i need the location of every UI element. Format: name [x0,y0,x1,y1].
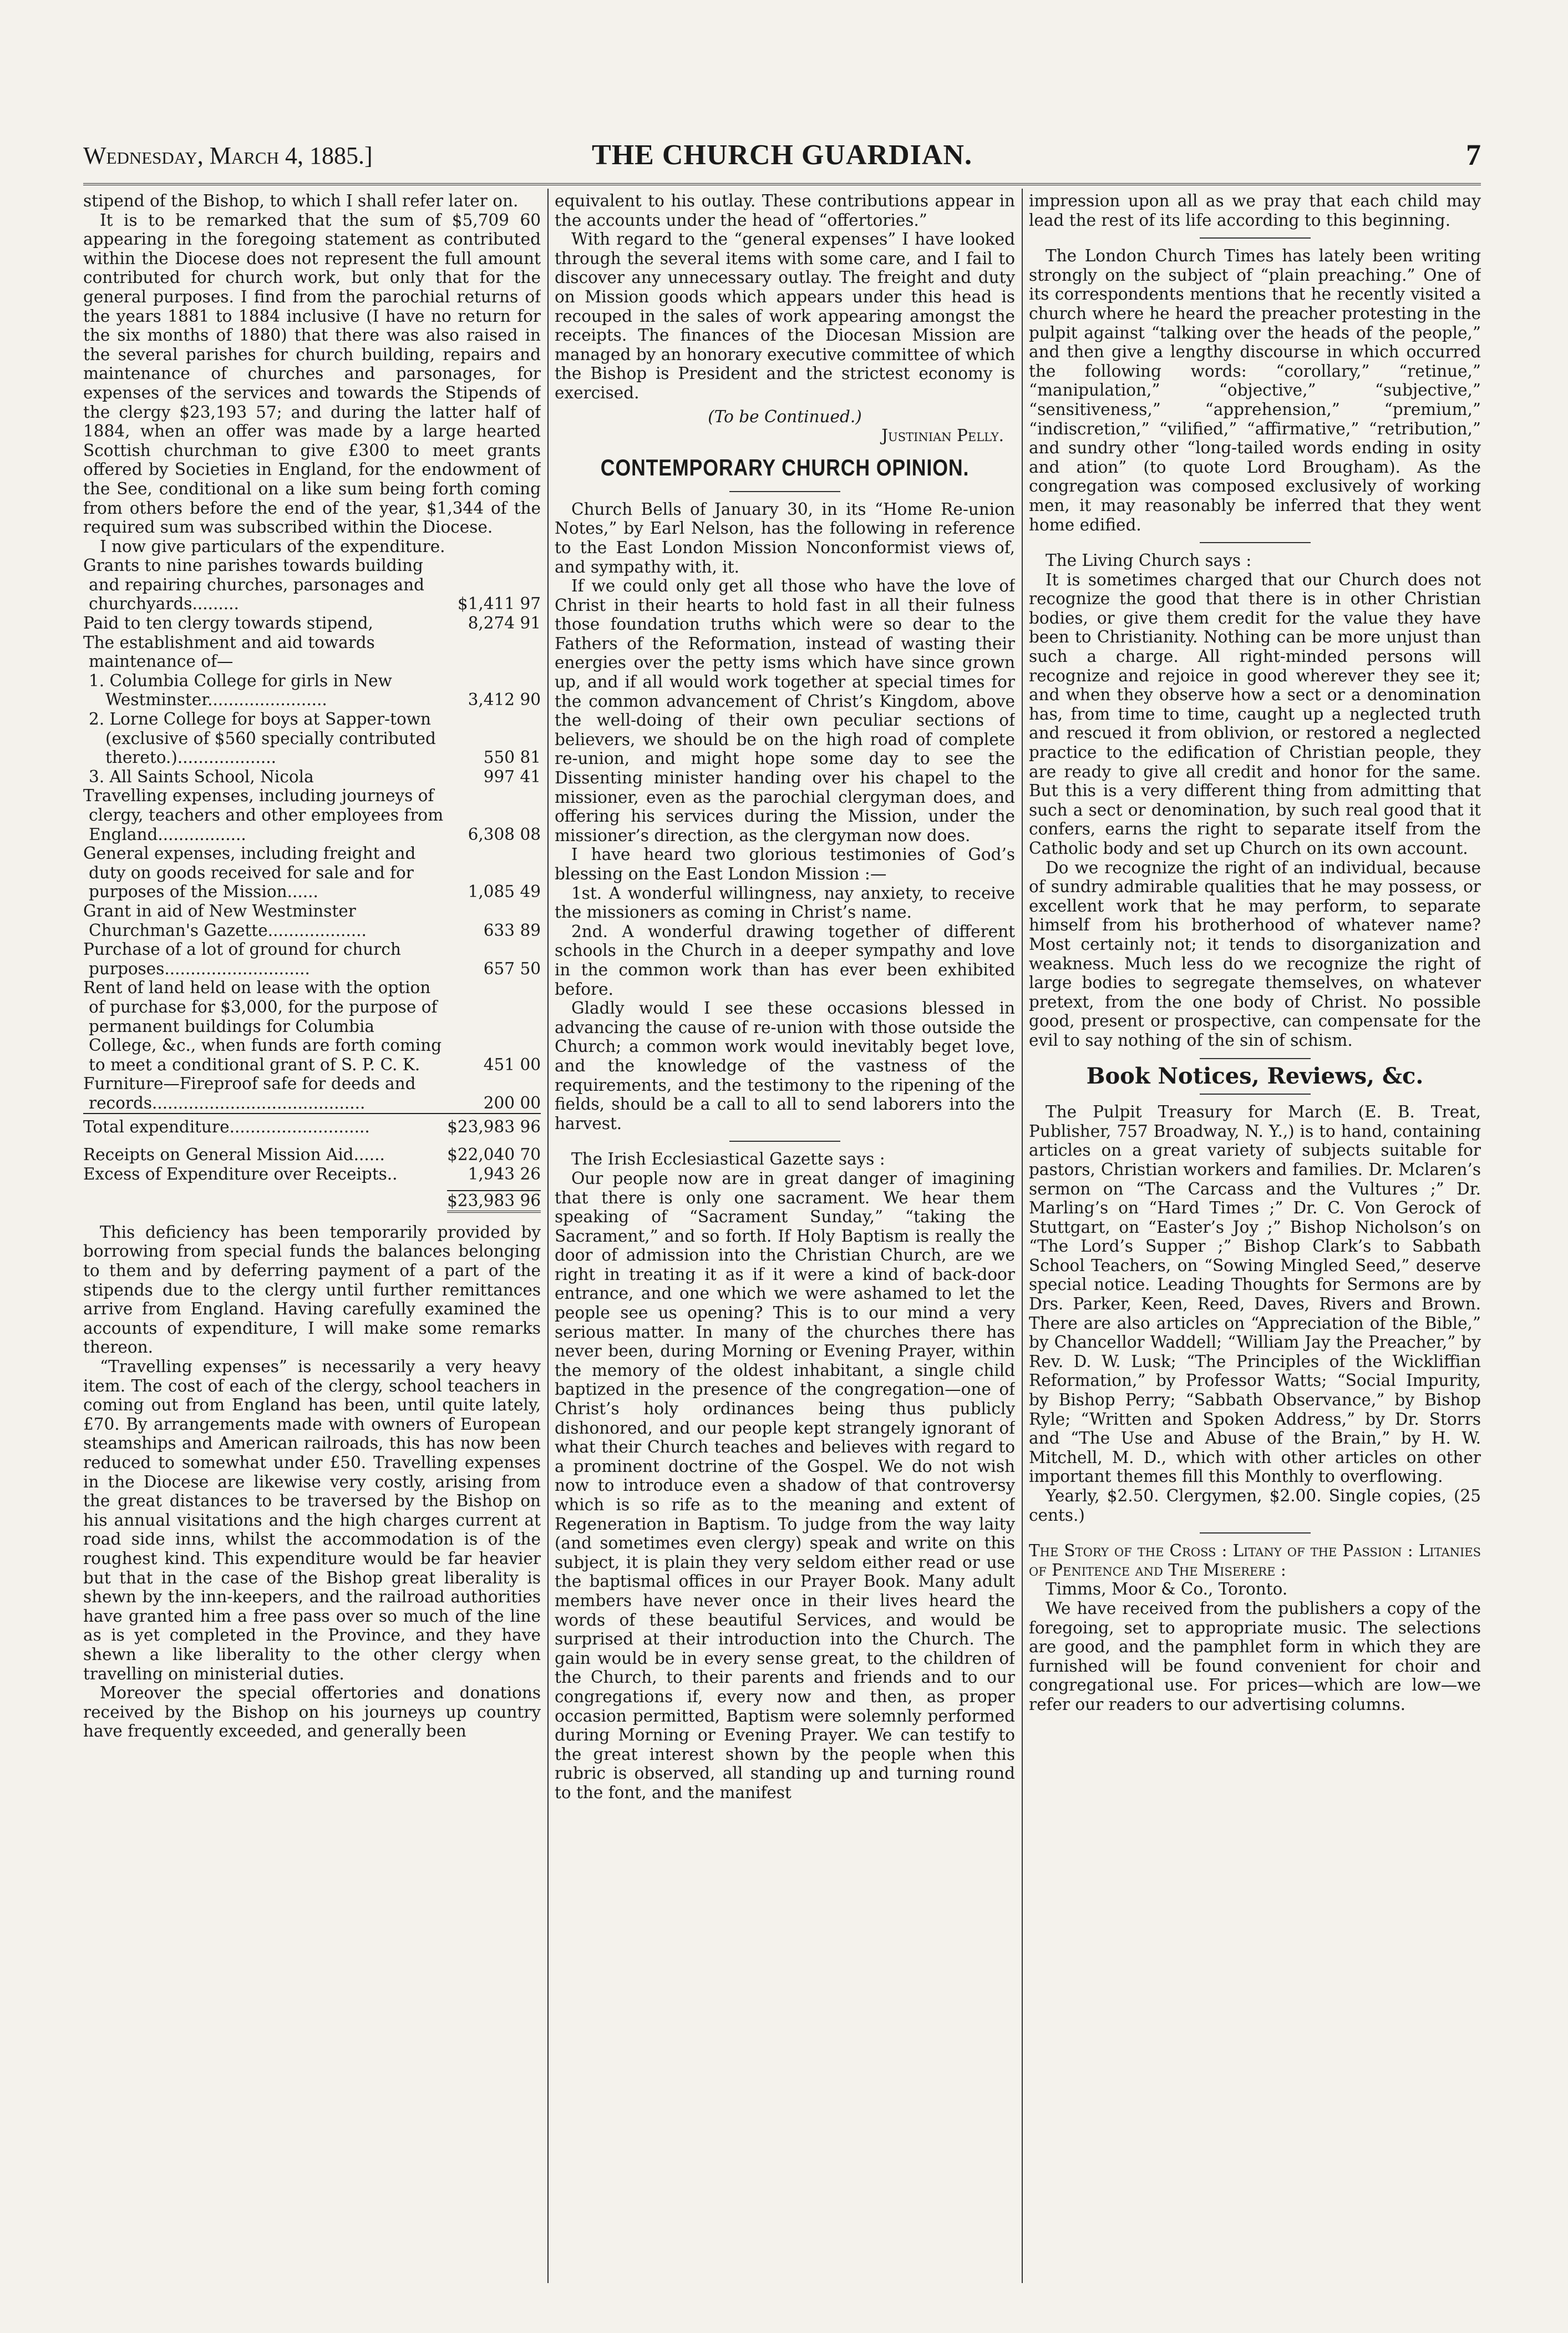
paragraph: 2nd. A wonderful drawing together of different schools in the Church in a deeper sympathy and love in the common work than has ever been exhibited before. [555,922,1015,999]
paragraph: We have received from the publishers a copy of the foregoing, set to appropriate music. The selections are good, and the pamphlet form in which they are furnished will be found convenient for choir and congregational use. For prices—which are low—we refer our readers to our advertising columns. [1029,1598,1481,1714]
author-signature: Justinian Pelly. [881,426,1004,446]
expenditure-label: 1. Columbia College for girls in New Westminster....................... [89,671,392,710]
expenditure-row [83,940,541,978]
expenditure-label: Purchase of a lot of ground for church purposes............................ [83,940,401,978]
expenditure-row [83,1074,541,1113]
expenditure-label: 2. Lorne College for boys at Sapper-town (exclusive of $560 specially contributed thereto.)................... [89,710,436,767]
masthead [83,139,1481,172]
paragraph: stipend of the Bishop, to which I shall refer later on. [83,191,519,210]
masthead-rule [83,183,1481,188]
grand-total-row [83,1191,541,1212]
section-rule [1200,237,1311,239]
section-rule [1200,1058,1311,1059]
paragraph: 1st. A wonderful willingness, nay anxiety, to receive the missioners as coming in Christ’s name. [555,883,1015,922]
expenditure-label: Grant in aid of New Westminster Churchman's Gazette................... [83,901,367,940]
section-rule [729,491,840,492]
expenditure-row [83,671,541,710]
grand-total-amount: $23,983 96 [447,1191,541,1212]
paragraph: Moreover the special offertories and donations received by the Bishop on his journeys up country have frequently exceeded, and generally been [83,1683,541,1741]
paragraph: Do we recognize the right of an individual, because of sundry admirable qualities that he may possess, or excellent work that he may perform, to separate himself from his brotherhood of whatever name? Most certainly not; it tends to disorganization and weakness. Much less do we recognize the right of large bodies to segregate themselves, on whatever pretext, from the one body of Christ. No possible good, present or prospective, can compensate for the evil to say nothing of the sin of schism. [1029,858,1481,1050]
section-rule [1200,1532,1311,1534]
paragraph: I have heard two glorious testimonies of God’s blessing on the East London Mission :— [555,845,1015,883]
expenditure-label: Grants to nine parishes towards building and repairing churches, parsonages and churchyards......... [83,556,424,614]
paragraph: With regard to the “general expenses” I have looked through the several items with some care, and I fail to discover any unnecessary outlay. The freight and duty on Mission goods which appears under this head is recouped in the sales of work appearing amongst the receipts. The finances of the Diocesan Mission are managed by an honorary executive committee of which the Bishop is President and the strictest economy is exercised. [555,230,1015,402]
section-rule [1200,542,1311,543]
expenditure-row [83,844,541,902]
expenditure-amount: 451 00 [483,1055,541,1074]
expenditure-amount: 3,412 90 [468,690,541,710]
excess-amount: 1,943 26 [468,1164,541,1183]
expenditure-label: Rent of land held on lease with the option of purchase for $3,000, for the purpose of permanent buildings for Columbia College, &c., when funds are forth coming to meet a conditional grant of S. P. C. K. [83,978,442,1074]
expenditure-amount: 657 50 [483,959,541,978]
expenditure-row [83,710,541,767]
expenditure-row [83,786,541,844]
column-1 [83,191,541,2283]
expenditure-amount: 633 89 [483,920,541,940]
excess-row [83,1165,541,1184]
expenditure-table [83,556,541,1213]
total-label: Total expenditure........................... [83,1114,447,1137]
paragraph: The London Church Times has lately been writing strongly on the subject of “plain preaching.” One of its correspondents mentions that he recently visited a church where he heard the preacher protesting in the pulpit against “talking over the heads of the people,” and then give a lengthy discourse in which occurred the following words: “corollary,” “retinue,” “manipulation,” “objective,” “subjective,” “sensitiveness,” “apprehension,” “premium,” “indiscretion,” “vilified,” “affirmative,” “retribution,” and sundry other “long-tailed words ending in osity and ation” (to quote Lord Brougham). As the congregation was composed exclusively of working men, it may reasonably be inferred that they went home edified. [1029,246,1481,534]
receipts-label: Receipts on General Mission Aid...... [83,1145,385,1165]
expenditure-amount [447,633,541,671]
receipts-amount: $22,040 70 [447,1145,541,1165]
expenditure-label: Paid to ten clergy towards stipend, [83,614,373,633]
expenditure-row [83,614,541,633]
expenditure-row [83,767,541,787]
expenditure-row [83,978,541,1074]
continued-note: (To be Continued.) [708,407,862,426]
page-number: 7 [1466,138,1481,171]
expenditure-label: Furniture—Fireproof safe for deeds and records......................................... [83,1074,416,1112]
expenditure-amount: 6,308 08 [468,824,541,844]
paragraph: I now give particulars of the expenditure. [100,537,445,556]
paragraph: It is to be remarked that the sum of $5,709 60 appearing in the foregoing statement as contributed within the Diocese does not represent the full amount contributed for church work, but only that for the general purposes. I find from the parochial returns of the years 1881 to 1884 inclusive (I have no return for the six months of 1880) that there was also raised in the several parishes for church building, repairs and maintenance of churches and parsonages, for expenses of the services and towards the Stipends of the clergy $23,193 57; and during the latter half of 1884, when an offer was made by a large hearted Scottish churchman to give £300 to meet grants offered by Societies in England, for the endowment of the See, conditional on a like sum being forth coming from others before the end of the year, $1,344 of the required sum was subscribed within the Diocese. [83,210,541,537]
expenditure-row [83,902,541,940]
expenditure-amount: 997 41 [483,767,541,786]
expenditure-amount: 8,274 91 [468,614,541,633]
expenditure-label: The establishment and aid towards maintenance of— [83,632,375,671]
paragraph: It is sometimes charged that our Church does not recognize the good that there is in other Christian bodies, or give them credit for the value they have been to Christianity. Nothing can be more unjust than such a charge. All right-minded persons will recognize and rejoice in good wherever they see it; and when they observe how a sect or a denomination has, from time to time, caught up a neglected truth and rescued it from oblivion, or restored a neglected practice to the edification of Christian people, they are ready to give all credit and honor for the same. But this is a very different thing from admitting that such a sect or denomination, by such real good that it confers, earns the right to separate itself from the Catholic body and set up Church on its own account. [1029,570,1481,858]
paragraph: Our people now are in great danger of imagining that there is only one sacrament. We hear them speaking of “Sacrament Sunday,” “taking the Sacrament,” and so forth. If Holy Baptism is really the door of admission into the Christian Church, are we right in treating it as if it were a kind of back-door entrance, and one which we were ashamed to let the people see us opening? This is to our mind a very serious matter. In many of the churches there has never been, during Morning or Evening Prayer, within the memory of the oldest inhabitant, a single child baptized in the presence of the congregation—one of Christ’s holy ordinances being thus publicly dishonored, and our people kept strangely ignorant of what their Church teaches and believes with regard to a prominent doctrine of the Gospel. We do not wish now to introduce even a shadow of that controversy which is so rife as to the meaning and extent of Regeneration in Baptism. To judge from the way laity (and sometimes even clergy) speak and write on this subject, it is plain they very seldom either read or use the baptismal offices in our Prayer Book. Many adult members have never once in their lives heard the words of these beautiful Services, and would be surprised at their introduction into the Church. The gain would be in every sense great, to the children of the Church, to their parents and friends and to our congregations if, every now and then, as proper occasion permitted, Baptism were solemnly performed during Morning or Evening Prayer. We can testify to the great interest shown by the people when this rubric is observed, all standing up and turning round to the font, and the manifest [555,1168,1015,1802]
paragraph: The Irish Ecclesiastical Gazette says : [571,1150,885,1169]
paragraph: This deficiency has been temporarily provided by borrowing from special funds the balances belonging to them and by deferring payment of a part of the stipends due to the clergy until further remittances arrive from England. Having carefully examined the accounts of expenditure, I will make some remarks thereon. [83,1222,541,1357]
total-row [83,1114,541,1137]
paragraph: impression upon all as we pray that each child may lead the rest of its life according to this beginning. [1029,191,1481,230]
section-rule [1200,1094,1311,1095]
paragraph: Gladly would I see these occasions blessed in advancing the cause of re-union with those outside the Church; a common work would inevitably beget love, and the knowledge of the vastness of the requirements, and the testimony to the ripening of the fields, should be a call to all to send laborers into the harvest. [555,999,1015,1133]
newspaper-title: THE CHURCH GUARDIAN. [592,139,972,171]
issue-date: Wednesday, March 4, 1885.] [83,142,373,169]
total-amount: $23,983 96 [447,1114,541,1137]
section-rule [729,1141,840,1142]
paragraph: The Pulpit Treasury for March (E. B. Treat, Publisher, 757 Broadway, N. Y.,) is to hand, containing articles on a great variety of subjects suitable for pastors, Christian workers and families. Dr. Mclaren’s sermon on “The Carcass and the Vultures ;” Dr. Marling’s on “Hard Times ;” Dr. C. Von Gerock of Stuttgart, on “Easter’s Joy ;” Bishop Nicholson’s on “The Lord’s Supper ;” Bishop Clark’s to Sabbath School Teachers, on “Sowing Mingled Seed,” deserve special notice. Leading Thoughts for Sermons are by Drs. Parker, Keen, Reed, Daves, Rivers and Brown. There are also articles on “Appreciation of the Bible,” by Chancellor Waddell; “William Jay the Preacher,” by Rev. D. W. Lusk; “The Principles of the Wickliffian Reformation,” by Professor Watts; “Social Impurity, by Bishop Perry; “Sabbath Observance,” by Bishop Ryle; “Written and Spoken Address,” by Dr. Storrs and “The Use and Abuse of the Brain,” by H. W. Mitchell, M. D., which with other articles on other important themes fill this Monthly to overflowing. [1029,1102,1481,1486]
expenditure-label: General expenses, including freight and duty on goods received for sale and for purposes of the Mission...... [83,844,416,902]
column-3 [1029,191,1481,2283]
section-heading: CONTEMPORARY CHURCH OPINION. [600,454,970,480]
section-heading: Book Notices, Reviews, &c. [1086,1062,1424,1089]
excess-label: Excess of Expenditure over Receipts.. [83,1164,398,1183]
book-title: The Story of the Cross : Litany of the Passion : Litanies of Penitence and The Miserere : [1029,1541,1481,1580]
expenditure-amount: 1,085 49 [468,882,541,902]
paragraph: The Living Church says : [1046,551,1252,570]
expenditure-label: 3. All Saints School, Nicola [89,767,314,786]
expenditure-row [83,556,541,614]
paragraph: Church Bells of January 30, in its “Home Re-union Notes,” by Earl Nelson, has the following in reference to the East London Mission Nonconformist views of, and sympathy with, it. [555,499,1015,576]
expenditure-amount: 200 00 [483,1093,541,1112]
paragraph: equivalent to his outlay. These contributions appear in the accounts under the head of “offertories.” [555,191,1015,230]
book-publisher: Timms, Moor & Co., Toronto. [1046,1580,1288,1599]
column-2 [555,191,1015,2283]
expenditure-label: Travelling expenses, including journeys of clergy, teachers and other employees from England................. [83,786,444,844]
expenditure-amount: $1,411 97 [457,594,541,614]
receipts-row [83,1145,541,1165]
column-divider [1022,189,1023,2283]
column-divider [547,189,549,2283]
paragraph: If we could only get all those who have the love of Christ in their hearts to hold fast in all their fulness those foundation truths which were so dear to the Fathers of the Reformation, instead of wasting their energies over the petty isms which have since grown up, and if all would work together at special times for the common advancement of Christ’s Kingdom, above the well-doing of their own peculiar sections of believers, we should be on the high road of complete re-union, and might hope some day to see the Dissenting minister handing over his chapel to the missioner, even as the parochial clergyman does, and offering his services during the Mission, under the missioner’s direction, as the clergyman now does. [555,576,1015,845]
expenditure-amount: 550 81 [483,748,541,767]
expenditure-row [83,633,541,671]
paragraph: Yearly, $2.50. Clergymen, $2.00. Single copies, (25 cents.) [1029,1486,1481,1525]
paragraph: “Travelling expenses” is necessarily a very heavy item. The cost of each of the clergy, school teachers in coming out from England has been, until quite lately, £70. By arrangements made with owners of European steamships and American railroads, this has now been reduced to somewhat under £50. Travelling expenses in the Diocese are likewise very costly, arising from the great distances to be traversed by the Bishop on his annual visitations and the high charges current at road side inns, whilst the accommodation is of the roughest kind. This expenditure would be far heavier but that in the case of the Bishop great liberality is shewn by the inn-keepers, and the railroad authorities have granted him a free pass over so much of the line as is yet completed in the Province, and they have shewn a like liberality to the other clergy when travelling on ministerial duties. [83,1357,541,1683]
